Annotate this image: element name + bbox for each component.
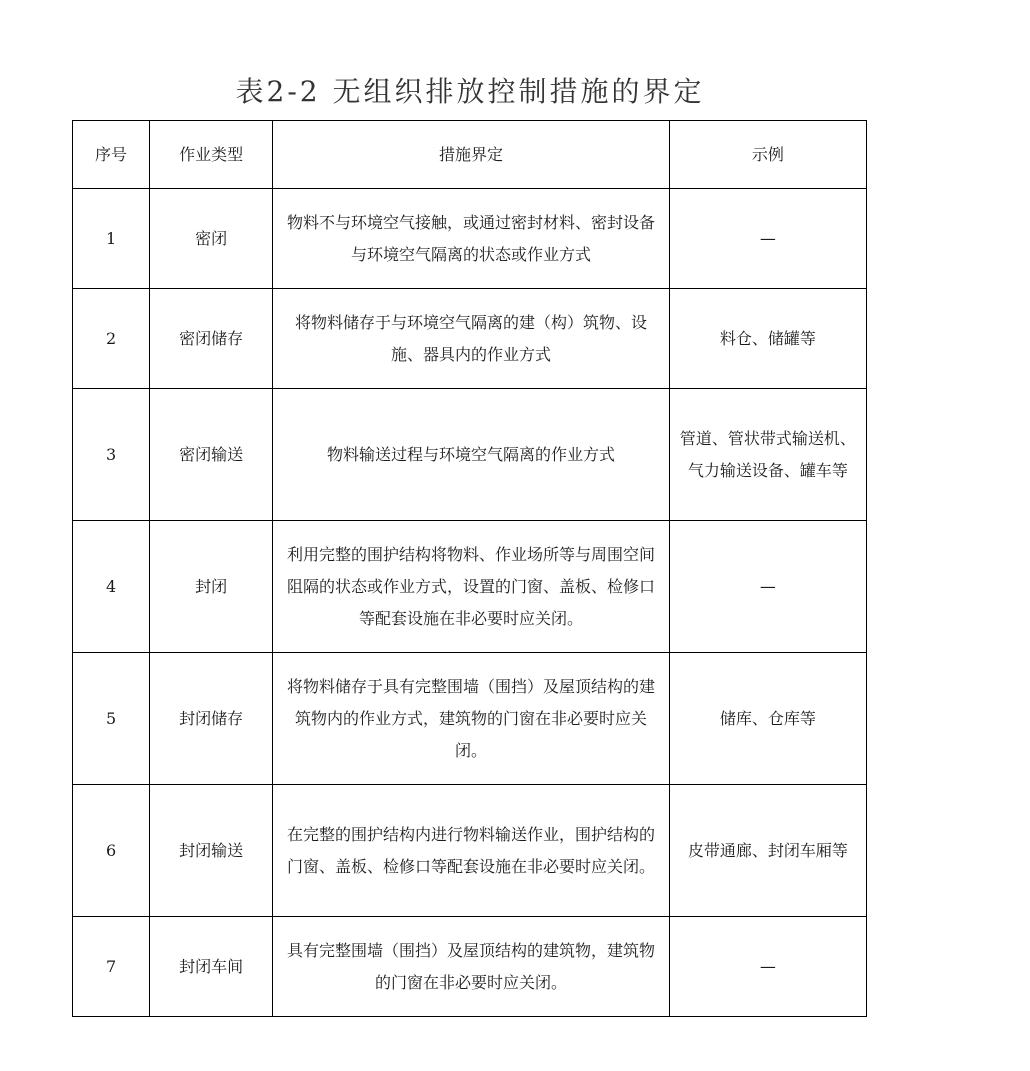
cell-type: 密闭 <box>150 189 273 289</box>
cell-no: 6 <box>73 785 150 917</box>
cell-definition: 物料输送过程与环境空气隔离的作业方式 <box>273 389 669 521</box>
table-row <box>73 785 867 917</box>
cell-type: 封闭 <box>150 521 273 653</box>
cell-no: 5 <box>73 653 150 785</box>
table-row <box>73 521 867 653</box>
cell-example: — <box>669 917 866 1017</box>
cell-no: 3 <box>73 389 150 521</box>
cell-example: 皮带通廊、封闭车厢等 <box>669 785 866 917</box>
table-row <box>73 389 867 521</box>
cell-example: — <box>669 521 866 653</box>
cell-type: 封闭储存 <box>150 653 273 785</box>
measures-table <box>72 120 867 1017</box>
cell-example: 管道、管状带式输送机、气力输送设备、罐车等 <box>669 389 866 521</box>
cell-definition: 具有完整围墙（围挡）及屋顶结构的建筑物，建筑物的门窗在非必要时应关闭。 <box>273 917 669 1017</box>
table-title: 表2-2 无组织排放控制措施的界定 <box>235 75 705 108</box>
table-row <box>73 653 867 785</box>
header-type: 作业类型 <box>150 121 273 189</box>
header-definition: 措施界定 <box>273 121 669 189</box>
cell-type: 封闭车间 <box>150 917 273 1017</box>
cell-example: — <box>669 189 866 289</box>
cell-definition: 物料不与环境空气接触，或通过密封材料、密封设备与环境空气隔离的状态或作业方式 <box>273 189 669 289</box>
cell-no: 4 <box>73 521 150 653</box>
cell-definition: 将物料储存于具有完整围墙（围挡）及屋顶结构的建筑物内的作业方式，建筑物的门窗在非必要时应关闭。 <box>273 653 669 785</box>
table-row <box>73 289 867 389</box>
header-example: 示例 <box>669 121 866 189</box>
cell-no: 2 <box>73 289 150 389</box>
cell-type: 密闭储存 <box>150 289 273 389</box>
header-no: 序号 <box>73 121 150 189</box>
table-row <box>73 917 867 1017</box>
cell-no: 1 <box>73 189 150 289</box>
cell-type: 密闭输送 <box>150 389 273 521</box>
cell-example: 料仓、储罐等 <box>669 289 866 389</box>
cell-no: 7 <box>73 917 150 1017</box>
cell-type: 封闭输送 <box>150 785 273 917</box>
table-row <box>73 189 867 289</box>
cell-definition: 利用完整的围护结构将物料、作业场所等与周围空间阻隔的状态或作业方式，设置的门窗、盖板、检修口等配套设施在非必要时应关闭。 <box>273 521 669 653</box>
table-header-row <box>73 121 867 189</box>
cell-example: 储库、仓库等 <box>669 653 866 785</box>
cell-definition: 将物料储存于与环境空气隔离的建（构）筑物、设施、器具内的作业方式 <box>273 289 669 389</box>
cell-definition: 在完整的围护结构内进行物料输送作业，围护结构的门窗、盖板、检修口等配套设施在非必要时应关闭。 <box>273 785 669 917</box>
